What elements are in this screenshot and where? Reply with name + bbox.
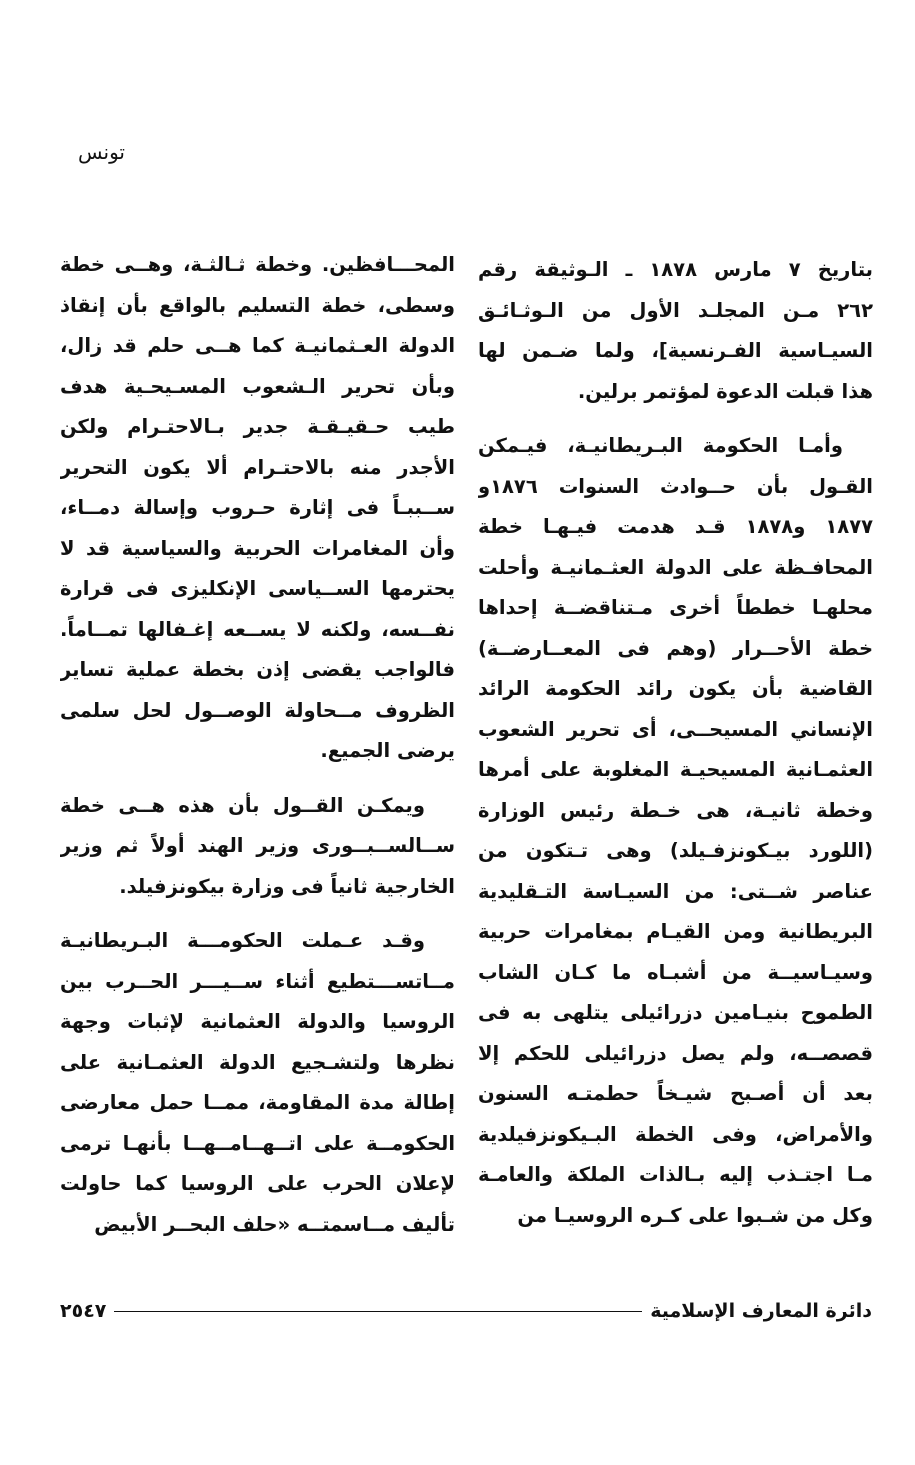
text-line: فالواجب يقضى إذن بخطة عملية تساير [60,658,455,681]
text-line: وبأن تحرير الـشعوب المسـيحـية هدف [60,374,455,398]
text-line: بتاريخ ٧ مارس ١٨٧٨ ـ الـوثيقة رقم [478,258,873,281]
text-line: الظروف مــحاولة الوصــول لحل سلمى [60,698,455,722]
text-line: ١٨٧٧ و١٨٧٨ قـد هدمت فيـهـا خطة [478,515,873,538]
text-line: إطالة مدة المقاومة، ممــا حمل معارضى [60,1091,455,1114]
left-column [60,245,455,1245]
text-line: الطموح بنيـامين دزرائيلى يتلهى به فى [478,1001,873,1024]
text-line: السيـاسية الفـرنسية]، ولما ضـمن لها [478,339,873,362]
text-line: لإعلان الحرب على الروسيا كما حاولت [60,1172,455,1195]
text-line: وقـد عـملت الحكومـــة البـريطانيـة [60,929,425,952]
text-line: مــاتســـتطيع أثناء ســيـــر الحــرب بين [60,969,455,993]
text-line: والأمراض، وفى الخطة البـيكونزفيلدية [478,1122,873,1146]
text-line: يحترمها الســياسى الإنكليزى فى قرارة [60,577,455,600]
running-header: تونس [78,140,125,164]
text-line: تأليف مــاسمتــه «حلف البحــر الأبيض [94,1212,455,1236]
paragraph-gap [60,907,455,921]
text-line: الأجدر منه بالاحتـرام ألا يكون التحرير [60,455,455,479]
paragraph [60,245,455,772]
right-column [478,250,873,1236]
paragraph-gap [478,412,873,426]
text-line: الروسيا والدولة العثمانية لإثبات وجهة [60,1010,455,1033]
paragraph [60,921,455,1245]
footer-rule [114,1311,642,1312]
text-line: محلهـا خططاً أخرى مـتناقضــة إحداها [478,596,873,619]
text-line: وكل من شـبوا على كـره الروسيـا من [517,1203,873,1227]
text-line: نظرها ولتشـجيع الدولة العثمـانية على [60,1050,455,1074]
text-line: عناصر شــتى: من السيـاسة التـقليدية [478,879,873,903]
text-line: طيب حـقيـقـة جدير بـالاحتـرام ولكن [60,415,455,438]
paragraph [478,250,873,412]
text-line: بعد أن أصـبح شيـخاً حطمتـه السنون [478,1082,873,1105]
text-line: مـا اجتـذب إليه بـالذات الملكة والعامـة [478,1163,873,1186]
publication-title: دائرة المعارف الإسلامية [650,1300,872,1322]
text-line: العثمـانية المسيحيـة المغلوبة على أمرها [478,758,873,781]
text-line: وخطة ثانيـة، هى خـطة رئيس الوزارة [478,798,873,822]
text-line: البريطانية ومن القيـام بمغامرات حربية [478,920,873,943]
text-line: (اللورد بيـكونزفـيلد) وهى تـتكون من [478,839,873,862]
paragraph [60,786,455,908]
text-line: نفــسه، ولكنه لا يســعه إغـفالها تمــاماً. [60,617,455,641]
text-line: القاضية بأن يكون رائد الحكومة الرائد [478,677,873,700]
text-line: وسطى، خطة التسليم بالواقع بأن إنقاذ [60,293,455,317]
text-line: يرضى الجميع. [320,739,455,762]
paragraph-gap [60,772,455,786]
text-line: قصصــه، ولم يصل دزرائيلى للحكم إلا [478,1041,873,1065]
text-line: وسيـاسيــة من أشبـاه ما كـان الشاب [478,960,873,984]
text-line: الدولة العـثمانيـة كما هــى حلم قد زال، [60,334,455,357]
text-line: هذا قبلت الدعوة لمؤتمر برلين. [577,379,873,403]
text-line: ســالســبــورى وزير الهند أولاً ثم وزير [60,834,455,857]
text-line: وأمـا الحكومة البـريطانيـة، فيـمكن [478,434,843,457]
text-line: ســببـاً فى إثارة حـروب وإسالة دمــاء، [60,496,455,519]
text-line: الإنساني المسيحــى، أى تحرير الشعوب [478,717,873,741]
text-line: خطة الأحــرار (وهم فى المعــارضــة) [478,636,873,660]
text-line: المحـــافظين. وخطة ثـالثـة، وهــى خطة [60,253,455,276]
text-line: الحكومــة على اتــهــامــهــا بأنهـا ترمى [60,1131,455,1155]
text-line: ٢٦٢ مـن المجلـد الأول من الـوثـائـق [478,298,873,322]
text-line: الخارجية ثانياً فى وزارة بيكونزفيلد. [119,874,455,898]
page-number: ٢٥٤٧ [60,1300,107,1322]
text-line: وأن المغامرات الحربية والسياسية قد لا [60,536,455,560]
paragraph [478,426,873,1236]
text-line: المحافـظة على الدولة العثـمانيـة وأحلت [478,555,873,579]
page-footer [60,1296,872,1326]
text-line: ويمكـن القــول بأن هذه هــى خطة [60,793,425,817]
text-line: القـول بأن حــوادث السنوات ١٨٧٦و [478,474,873,498]
